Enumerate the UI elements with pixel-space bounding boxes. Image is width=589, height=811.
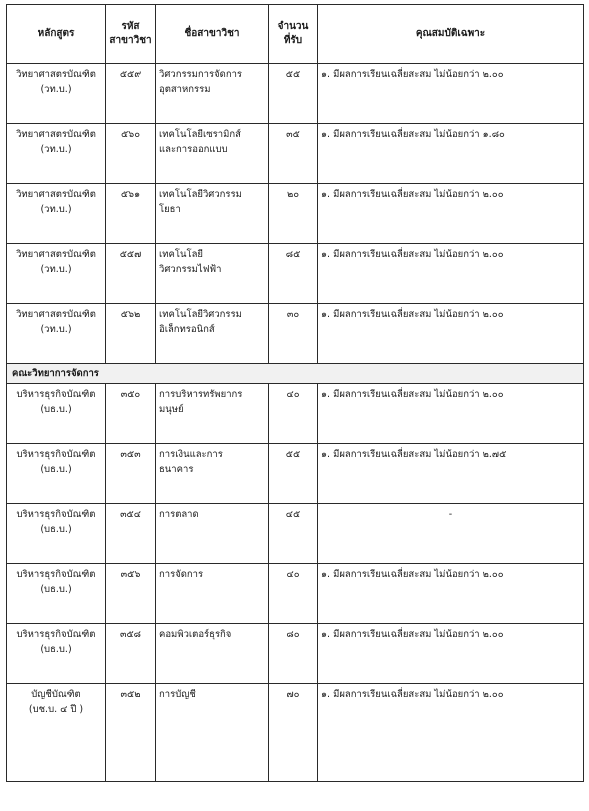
- header-seats: [269, 5, 318, 64]
- table-row: [7, 504, 584, 564]
- qualification: ๑. มีผลการเรียนเฉลี่ยสะสม ไม่น้อยกว่า ๒.๐๐: [318, 64, 584, 124]
- program-abbr: (บธ.บ.): [40, 584, 72, 595]
- seats-count: ๕๕: [269, 64, 318, 124]
- major-cell: [156, 124, 269, 184]
- seats-count: ๕๕: [269, 444, 318, 504]
- qualification: ๑. มีผลการเรียนเฉลี่ยสะสม ไม่น้อยกว่า ๒.๐๐: [318, 564, 584, 624]
- table-row: [7, 564, 584, 624]
- qualification: -: [318, 504, 584, 564]
- program-cell: [7, 504, 106, 564]
- seats-count: ๓๐: [269, 304, 318, 364]
- seats-count: ๔๐: [269, 564, 318, 624]
- program-name: วิทยาศาสตรบัณฑิต: [16, 309, 96, 320]
- major-name-line1: การเงินและการ: [159, 449, 223, 460]
- major-code: ๓๕๘: [106, 624, 156, 684]
- major-code: ๕๕๙: [106, 64, 156, 124]
- table-row: [7, 624, 584, 684]
- major-name-line1: การบริหารทรัพยากร: [159, 389, 243, 400]
- header-qualification: คุณสมบัติเฉพาะ: [318, 5, 584, 64]
- program-cell: [7, 124, 106, 184]
- major-code: ๓๕๐: [106, 384, 156, 444]
- header-code: [106, 5, 156, 64]
- program-cell: [7, 184, 106, 244]
- program-name: วิทยาศาสตรบัณฑิต: [16, 189, 96, 200]
- major-name-line1: การจัดการ: [159, 569, 204, 580]
- program-name: บัญชีบัณฑิต: [31, 689, 81, 700]
- seats-count: ๗๐: [269, 684, 318, 782]
- program-abbr: (บช.บ. ๔ ปี ): [28, 704, 84, 715]
- major-name-line1: คอมพิวเตอร์ธุรกิจ: [159, 629, 232, 640]
- major-code: ๕๕๗: [106, 244, 156, 304]
- header-major: ชื่อสาขาวิชา: [156, 5, 269, 64]
- qualification: ๑. มีผลการเรียนเฉลี่ยสะสม ไม่น้อยกว่า ๒.๐๐: [318, 384, 584, 444]
- major-name-line1: เทคโนโลยีเซรามิกส์: [159, 129, 241, 140]
- major-cell: [156, 564, 269, 624]
- header-seats-line2: ที่รับ: [283, 35, 303, 46]
- major-name-line1: การตลาด: [159, 509, 199, 520]
- program-name: วิทยาศาสตรบัณฑิต: [16, 129, 96, 140]
- seats-count: ๘๐: [269, 624, 318, 684]
- table-row: [7, 124, 584, 184]
- major-name-line2: วิศวกรรมไฟฟ้า: [159, 264, 222, 275]
- major-name-line1: เทคโนโลยี: [159, 249, 203, 260]
- program-abbr: (บธ.บ.): [40, 464, 72, 475]
- major-name-line2: อุตสาหกรรม: [159, 84, 211, 95]
- table-row: [7, 684, 584, 782]
- major-code: ๕๖๒: [106, 304, 156, 364]
- major-code: ๓๕๔: [106, 504, 156, 564]
- major-cell: [156, 184, 269, 244]
- program-cell: [7, 444, 106, 504]
- major-code: ๓๕๒: [106, 684, 156, 782]
- table-row: [7, 444, 584, 504]
- qualification: ๑. มีผลการเรียนเฉลี่ยสะสม ไม่น้อยกว่า ๒.๐๐: [318, 244, 584, 304]
- major-name-line2: โยธา: [159, 204, 181, 215]
- program-abbr: (บธ.บ.): [40, 644, 72, 655]
- header-row: [7, 5, 584, 64]
- table-row: [7, 384, 584, 444]
- major-cell: [156, 304, 269, 364]
- program-cell: [7, 684, 106, 782]
- seats-count: ๒๐: [269, 184, 318, 244]
- major-name-line2: และการออกแบบ: [159, 144, 228, 155]
- major-cell: [156, 444, 269, 504]
- major-name-line2: ธนาคาร: [159, 464, 194, 475]
- major-name-line1: การบัญชี: [159, 689, 196, 700]
- table-row: [7, 64, 584, 124]
- program-name: บริหารธุรกิจบัณฑิต: [16, 629, 96, 640]
- program-cell: [7, 564, 106, 624]
- program-cell: [7, 304, 106, 364]
- qualification: ๑. มีผลการเรียนเฉลี่ยสะสม ไม่น้อยกว่า ๒.๐๐: [318, 184, 584, 244]
- header-program: หลักสูตร: [7, 5, 106, 64]
- qualification: ๑. มีผลการเรียนเฉลี่ยสะสม ไม่น้อยกว่า ๒.๐๐: [318, 684, 584, 782]
- faculty-heading: คณะวิทยาการจัดการ: [7, 364, 584, 384]
- table-row: [7, 244, 584, 304]
- major-name-line1: วิศวกรรมการจัดการ: [159, 69, 243, 80]
- major-code: ๕๖๑: [106, 184, 156, 244]
- program-abbr: (วท.บ.): [40, 324, 72, 335]
- program-abbr: (บธ.บ.): [40, 524, 72, 535]
- qualification: ๑. มีผลการเรียนเฉลี่ยสะสม ไม่น้อยกว่า ๒.๐๐: [318, 304, 584, 364]
- seats-count: ๔๐: [269, 384, 318, 444]
- major-code: ๓๕๖: [106, 564, 156, 624]
- table-row: [7, 184, 584, 244]
- program-name: วิทยาศาสตรบัณฑิต: [16, 249, 96, 260]
- table-row: [7, 304, 584, 364]
- major-name-line1: เทคโนโลยีวิศวกรรม: [159, 189, 242, 200]
- major-code: ๓๕๓: [106, 444, 156, 504]
- program-cell: [7, 384, 106, 444]
- program-name: บริหารธุรกิจบัณฑิต: [16, 389, 96, 400]
- program-cell: [7, 244, 106, 304]
- faculty-heading-row: [7, 364, 584, 384]
- program-cell: [7, 624, 106, 684]
- major-cell: [156, 64, 269, 124]
- program-abbr: (วท.บ.): [40, 204, 72, 215]
- major-name-line2: มนุษย์: [159, 404, 184, 415]
- seats-count: ๘๕: [269, 244, 318, 304]
- header-code-line1: รหัส: [121, 21, 140, 32]
- major-cell: [156, 244, 269, 304]
- header-code-line2: สาขาวิชา: [109, 35, 152, 46]
- program-name: บริหารธุรกิจบัณฑิต: [16, 449, 96, 460]
- program-name: วิทยาศาสตรบัณฑิต: [16, 69, 96, 80]
- program-abbr: (วท.บ.): [40, 84, 72, 95]
- qualification: ๑. มีผลการเรียนเฉลี่ยสะสม ไม่น้อยกว่า ๑.๘๐: [318, 124, 584, 184]
- major-cell: [156, 504, 269, 564]
- seats-count: ๓๕: [269, 124, 318, 184]
- header-seats-line1: จำนวน: [277, 21, 309, 32]
- qualification: ๑. มีผลการเรียนเฉลี่ยสะสม ไม่น้อยกว่า ๒.๗๕: [318, 444, 584, 504]
- seats-count: ๔๕: [269, 504, 318, 564]
- major-cell: [156, 384, 269, 444]
- program-cell: [7, 64, 106, 124]
- major-cell: [156, 684, 269, 782]
- admission-table: [6, 4, 584, 782]
- major-name-line2: อิเล็กทรอนิกส์: [159, 324, 215, 335]
- program-name: บริหารธุรกิจบัณฑิต: [16, 569, 96, 580]
- major-cell: [156, 624, 269, 684]
- qualification: ๑. มีผลการเรียนเฉลี่ยสะสม ไม่น้อยกว่า ๒.๐๐: [318, 624, 584, 684]
- major-name-line1: เทคโนโลยีวิศวกรรม: [159, 309, 242, 320]
- major-code: ๕๖๐: [106, 124, 156, 184]
- program-abbr: (วท.บ.): [40, 264, 72, 275]
- program-abbr: (บธ.บ.): [40, 404, 72, 415]
- program-name: บริหารธุรกิจบัณฑิต: [16, 509, 96, 520]
- program-abbr: (วท.บ.): [40, 144, 72, 155]
